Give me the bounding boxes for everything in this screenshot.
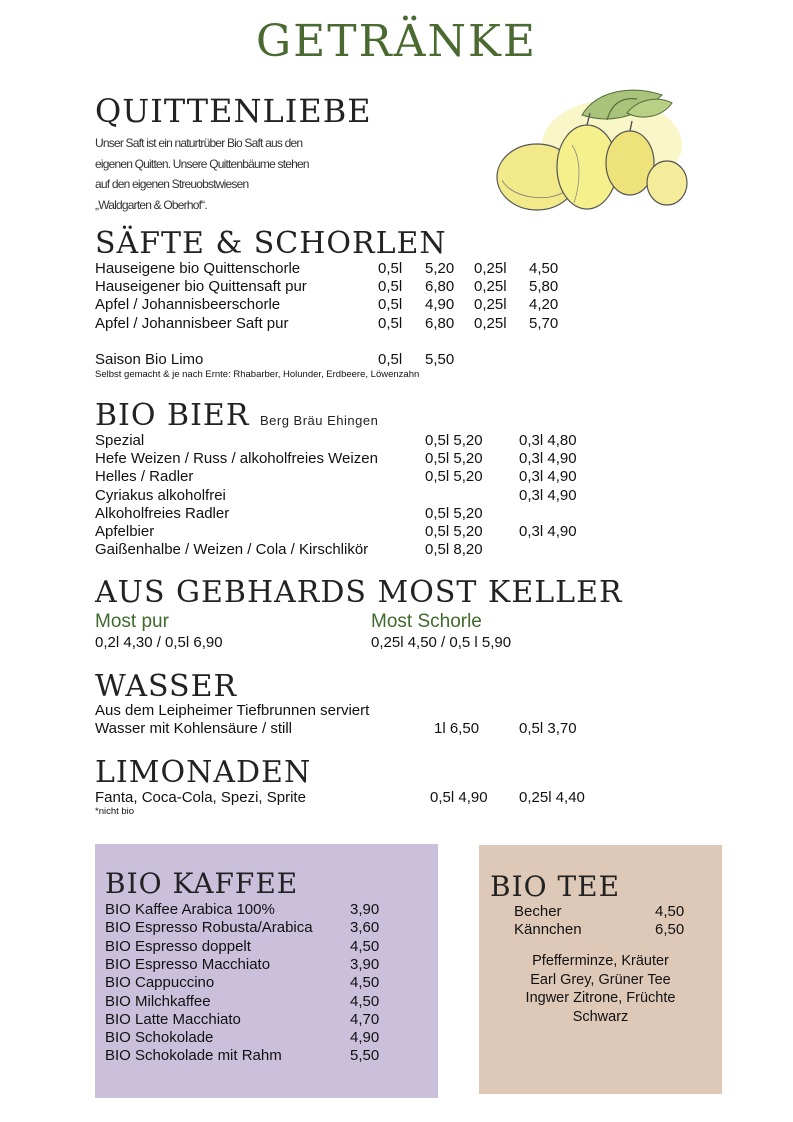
tee-variety: Pfefferminze, Kräuter [532, 953, 669, 969]
wasser-price-05l: 0,5l 3,70 [519, 720, 577, 737]
kaffee-item-name: BIO Schokolade [105, 1029, 214, 1047]
quince-fruit-illustration [462, 85, 697, 220]
saefte-item-name: Hauseigener bio Quittensaft pur [95, 278, 307, 296]
saefte-item-price-small: 4,50 [529, 260, 559, 277]
bier-item-name: Hefe Weizen / Russ / alkoholfreies Weizen [95, 450, 378, 468]
wasser-line2: Wasser mit Kohlensäure / still [95, 720, 293, 737]
saefte-item-size: 0,5l [378, 260, 403, 277]
limo-note: Selbst gemacht & je nach Ernte: Rhabarber, Holunder, Erdbeere, Löwenzahn [95, 369, 420, 380]
kaffee-item-name: BIO Espresso Robusta/Arabica [105, 919, 313, 937]
tee-kaennchen-price: 6,50 [655, 921, 685, 938]
kaffee-item-name: BIO Espresso doppelt [105, 937, 251, 955]
kaffee-item-name: BIO Cappuccino [105, 974, 215, 992]
kaffee-item-price: 3,90 [350, 955, 380, 973]
tee-heading: BIO TEE [490, 870, 621, 903]
most-heading: AUS GEBHARDS MOST KELLER [95, 575, 623, 610]
kaffee-item-price: 4,50 [350, 992, 380, 1010]
tee-becher: Becher [514, 903, 562, 920]
kaffee-item-name: BIO Espresso Macchiato [105, 955, 271, 973]
saefte-item-size-small: 0,25l [474, 296, 507, 314]
limonaden-heading: LIMONADEN [95, 755, 312, 790]
limonaden-line: Fanta, Coca-Cola, Spezi, Sprite [95, 789, 306, 806]
bier-item-name: Apfelbier [95, 523, 155, 540]
bier-item-name: Helles / Radler [95, 468, 194, 486]
saefte-item-size: 0,5l [378, 314, 403, 332]
most-pur-title: Most pur [95, 611, 169, 632]
saefte-item-price: 6,80 [425, 314, 455, 332]
saefte-item-name: Apfel / Johannisbeerschorle [95, 296, 281, 314]
quittenliebe-line: „Waldgarten & Oberhof“. [95, 197, 207, 212]
kaffee-item-price: 3,60 [350, 919, 380, 937]
bier-item-name: Alkoholfreies Radler [95, 504, 230, 522]
saefte-item-price-small: 4,20 [529, 296, 559, 314]
kaffee-item-price: 4,50 [350, 937, 380, 955]
kaffee-heading: BIO KAFFEE [105, 867, 299, 900]
kaffee-item-name: BIO Kaffee Arabica 100% [105, 901, 275, 918]
tee-variety: Ingwer Zitrone, Früchte [525, 990, 676, 1006]
bier-item-name: Cyriakus alkoholfrei [95, 486, 226, 504]
wasser-heading: WASSER [95, 669, 238, 704]
saefte-item-price-small: 5,70 [529, 314, 559, 332]
limonaden-price-025l: 0,25l 4,40 [519, 789, 585, 806]
saefte-item-price: 6,80 [425, 278, 455, 296]
bier-item-price-05l: 0,5l 5,20 [425, 504, 483, 522]
tee-variety: Schwarz [572, 1008, 629, 1025]
saefte-item-size-small: 0,25l [474, 278, 507, 296]
kaffee-item-price: 5,50 [350, 1047, 380, 1065]
bier-brewery: Berg Bräu Ehingen [259, 413, 379, 428]
kaffee-item-price: 4,90 [350, 1029, 380, 1047]
saefte-item-name: Apfel / Johannisbeer Saft pur [95, 314, 289, 332]
kaffee-item-name: BIO Schokolade mit Rahm [105, 1047, 282, 1065]
quittenliebe-line: auf den eigenen Streuobstwiesen [95, 177, 249, 191]
quittenliebe-heading: QUITTENLIEBE [95, 92, 372, 130]
wasser-line1: Aus dem Leipheimer Tiefbrunnen serviert [95, 702, 370, 719]
bier-item-price-03l: 0,3l 4,90 [519, 486, 577, 504]
bier-item-price-05l: 0,5l 5,20 [425, 432, 483, 449]
bier-item-price-03l: 0,3l 4,90 [519, 450, 577, 468]
page-title: GETRÄNKE [255, 16, 537, 67]
limo-size: 0,5l [378, 351, 403, 368]
bier-item-price-05l: 0,5l 8,20 [425, 541, 483, 559]
limonaden-note: *nicht bio [95, 806, 135, 817]
most-schorle-title: Most Schorle [371, 611, 482, 632]
bier-item-price-03l: 0,3l 4,80 [519, 432, 577, 449]
limonaden-price-05l: 0,5l 4,90 [430, 789, 488, 806]
saefte-item-price: 5,20 [425, 260, 455, 277]
bier-item-name: Spezial [95, 432, 145, 449]
bier-item-name: Gaißenhalbe / Weizen / Cola / Kirschlikör [95, 541, 369, 559]
tee-varieties [479, 952, 722, 1026]
saefte-item-size: 0,5l [378, 296, 403, 314]
bier-item-price-03l: 0,3l 4,90 [519, 468, 577, 486]
quittenliebe-text [95, 133, 345, 215]
saefte-item-price: 4,90 [425, 296, 455, 314]
bier-title: BIO BIER [95, 398, 250, 433]
bier-item-price-05l: 0,5l 5,20 [425, 523, 483, 540]
saefte-item-size-small: 0,25l [474, 314, 507, 332]
tee-kaennchen: Kännchen [514, 921, 582, 938]
quittenliebe-line: Unser Saft ist ein naturtrüber Bio Saft aus den [95, 136, 303, 150]
saefte-item-size-small: 0,25l [474, 260, 507, 277]
saefte-item-name: Hauseigene bio Quittenschorle [95, 260, 301, 277]
limo-price: 5,50 [425, 351, 455, 368]
tee-variety: Earl Grey, Grüner Tee [530, 971, 671, 988]
kaffee-item-name: BIO Latte Macchiato [105, 1010, 241, 1028]
tee-becher-price: 4,50 [655, 903, 685, 920]
saefte-item-price-small: 5,80 [529, 278, 559, 296]
bier-item-price-03l: 0,3l 4,90 [519, 523, 577, 540]
bier-item-price-05l: 0,5l 5,20 [425, 450, 483, 468]
kaffee-item-name: BIO Milchkaffee [105, 992, 211, 1010]
most-pur-price: 0,2l 4,30 / 0,5l 6,90 [95, 634, 223, 651]
bier-item-price-05l: 0,5l 5,20 [425, 468, 483, 486]
wasser-price-1l: 1l 6,50 [434, 720, 480, 737]
kaffee-item-price: 3,90 [350, 901, 380, 918]
kaffee-item-price: 4,50 [350, 974, 380, 992]
quittenliebe-line: eigenen Quitten. Unsere Quittenbäume stehen [95, 156, 309, 171]
bier-heading [95, 398, 378, 433]
saefte-item-size: 0,5l [378, 278, 403, 296]
saefte-heading: SÄFTE & SCHORLEN [95, 226, 447, 261]
kaffee-item-price: 4,70 [350, 1010, 380, 1028]
most-schorle-price: 0,25l 4,50 / 0,5 l 5,90 [371, 634, 512, 651]
limo-name: Saison Bio Limo [95, 351, 204, 368]
